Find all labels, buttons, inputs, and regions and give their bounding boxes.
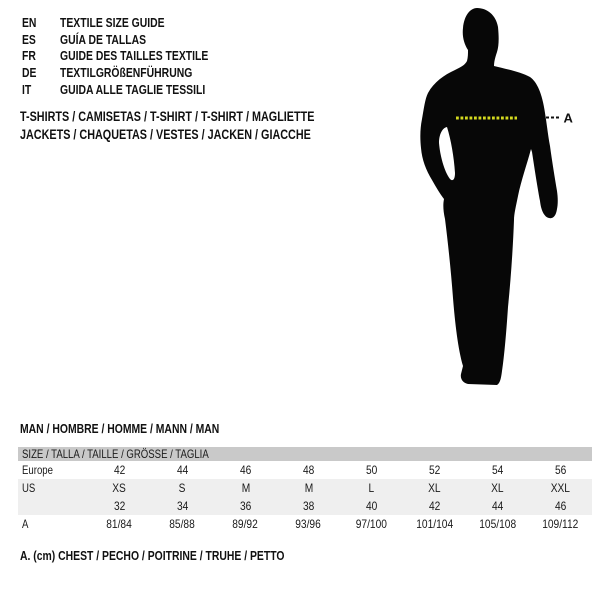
language-row-es — [22, 32, 245, 49]
size-cell: 50 — [365, 463, 378, 477]
language-title: GUIDE DES TAILLES TEXTILE — [60, 48, 209, 64]
language-row-de — [22, 65, 245, 82]
size-cell: 44 — [176, 463, 189, 477]
man-silhouette-figure — [410, 5, 580, 395]
size-cell: XL — [428, 481, 441, 495]
size-cell: 97/100 — [355, 517, 388, 531]
size-table-header-row — [18, 447, 592, 461]
language-code: ES — [22, 31, 36, 47]
language-title: GUÍA DE TALLAS — [60, 31, 147, 47]
size-cell: 42 — [113, 463, 126, 477]
garment-categories — [20, 108, 388, 143]
size-cell: 52 — [428, 463, 441, 477]
size-cell: 34 — [176, 499, 189, 513]
row-label: US — [22, 481, 36, 495]
size-cell: XL — [491, 481, 504, 495]
size-cell: 40 — [365, 499, 378, 513]
size-cell: 85/88 — [169, 517, 196, 531]
language-code: DE — [22, 65, 37, 81]
size-row-us — [18, 479, 592, 497]
size-cell: 54 — [491, 463, 504, 477]
size-cell: M — [304, 481, 313, 495]
size-row-chest — [18, 515, 592, 533]
size-cell: 105/108 — [479, 517, 516, 531]
size-cell: 109/112 — [542, 517, 579, 531]
size-cell: 93/96 — [295, 517, 322, 531]
language-title: TEXTILE SIZE GUIDE — [60, 15, 165, 30]
row-label: A — [22, 517, 29, 531]
size-table — [18, 447, 592, 533]
language-code: IT — [22, 81, 32, 97]
category-line-jackets: JACKETS / CHAQUETAS / VESTES / JACKEN / GIACCHE — [20, 126, 311, 142]
size-cell: 89/92 — [232, 517, 259, 531]
language-code: FR — [22, 48, 36, 64]
size-cell: 42 — [428, 499, 441, 513]
section-heading-man: MAN / HOMBRE / HOMME / MANN / MAN — [20, 421, 220, 436]
size-cell: 56 — [554, 463, 567, 477]
size-table-header: SIZE / TALLA / TAILLE / GRÖSSE / TAGLIA — [22, 447, 209, 461]
size-cell: 38 — [302, 499, 315, 513]
size-cell: L — [368, 481, 375, 495]
language-title: GUIDA ALLE TAGLIE TESSILI — [60, 81, 206, 97]
size-cell: 46 — [554, 499, 567, 513]
size-cell: 81/84 — [106, 517, 133, 531]
size-cell: 36 — [239, 499, 252, 513]
size-cell: 32 — [113, 499, 126, 513]
language-row-it — [22, 82, 245, 99]
size-cell: 101/104 — [416, 517, 453, 531]
row-label: Europe — [22, 463, 53, 477]
category-line-tshirts: T-SHIRTS / CAMISETAS / T-SHIRT / T-SHIRT / MAGLIETTE — [20, 109, 315, 124]
size-cell: 46 — [239, 463, 252, 477]
size-row-europe — [18, 461, 592, 479]
measurement-footnote: A. (cm) CHEST / PECHO / POITRINE / TRUHE / PETTO — [20, 548, 285, 563]
size-row-numeric — [18, 497, 592, 515]
size-cell: XXL — [550, 481, 571, 495]
language-row-en — [22, 15, 245, 32]
language-code: EN — [22, 15, 37, 30]
size-cell: M — [241, 481, 250, 495]
language-list — [22, 15, 245, 98]
size-cell: 48 — [302, 463, 315, 477]
language-title: TEXTILGRÖßENFÜHRUNG — [60, 65, 193, 81]
size-cell: 44 — [491, 499, 504, 513]
measurement-label: A — [563, 110, 573, 126]
language-row-fr — [22, 48, 245, 65]
man-silhouette — [420, 8, 557, 385]
size-cell: S — [179, 481, 186, 495]
size-cell: XS — [112, 481, 127, 495]
